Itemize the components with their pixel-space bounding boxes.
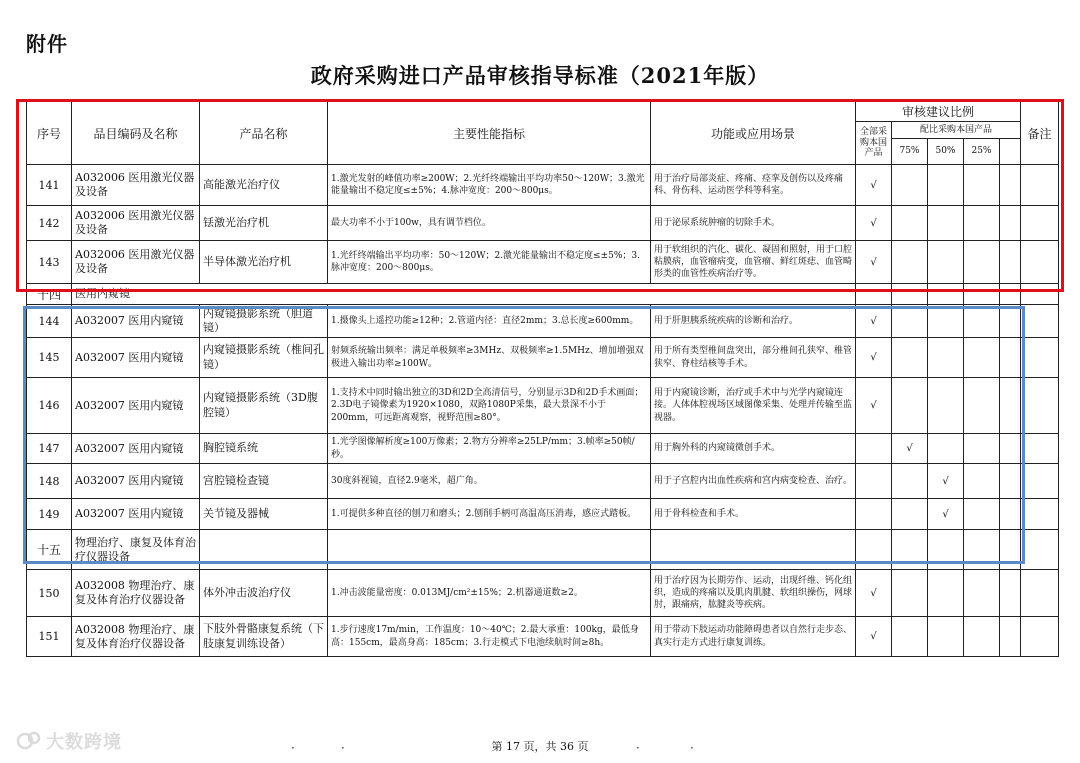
table-row (27, 206, 1059, 241)
watermark (16, 728, 122, 754)
row-remark (1021, 617, 1059, 657)
row-spec: 1.光学图像解析度≥100万像素；2.物方分辨率≥25LP/mm；3.帧率≥50帧/秒。 (328, 434, 651, 464)
row-product-name: 关节镜及器械 (200, 499, 328, 530)
check-mark: √ (856, 206, 892, 241)
ratio-cell (964, 434, 1000, 464)
row-seq: 147 (27, 434, 72, 464)
ratio-cell (892, 464, 928, 499)
row-code: A032006 医用激光仪器及设备 (72, 241, 200, 284)
check-mark: √ (856, 305, 892, 338)
row-code: A032007 医用内窥镜 (72, 378, 200, 434)
col-product-header: 产品名称 (200, 102, 328, 165)
ratio-cell (928, 570, 964, 617)
ratio-cell (1000, 378, 1021, 434)
ratio-cell (892, 305, 928, 338)
check-mark: √ (856, 241, 892, 284)
ratio-cell (1000, 241, 1021, 284)
ratio-cell (964, 570, 1000, 617)
row-spec: 1.步行速度17m/min，工作温度：10～40℃；2.最大承重：100kg，最低身高：155cm，最高身高：185cm；3.行走模式下电池续航时间≥8h。 (328, 617, 651, 657)
row-product-name: 高能激光治疗仪 (200, 165, 328, 206)
section-title: 物理治疗、康复及体育治疗仪器设备 (72, 530, 200, 570)
row-spec: 1.冲击波能量密度：0.013MJ/cm²±15%；2.机器通道数≥2。 (328, 570, 651, 617)
page-footer: 第 17 页，共 36 页 (491, 740, 589, 753)
row-remark (1021, 434, 1059, 464)
ratio-cell (928, 241, 964, 284)
standards-table (26, 101, 1059, 657)
row-code: A032008 物理治疗、康复及体育治疗仪器设备 (72, 617, 200, 657)
col-scenario-header: 功能或应用场景 (651, 102, 856, 165)
ratio-cell (1000, 305, 1021, 338)
row-spec: 30度斜视镜，直径2.9毫米，超广角。 (328, 464, 651, 499)
col-spec-header: 主要性能指标 (328, 102, 651, 165)
ratio-cell (1000, 617, 1021, 657)
row-spec: 1.光纤终端输出平均功率：50～120W；2.激光能量输出不稳定度≤±5%；3.脉冲宽度：200～800μs。 (328, 241, 651, 284)
review-ratio-header: 审核建议比例 (856, 102, 1021, 122)
row-product-name: 内窥镜摄影系统（3D腹腔镜） (200, 378, 328, 434)
section-title: 医用内窥镜 (72, 284, 856, 305)
row-scenario: 用于骨科检查和手术。 (651, 499, 856, 530)
row-scenario: 用于胸外科的内窥镜微创手术。 (651, 434, 856, 464)
ratio-cell (1000, 570, 1021, 617)
row-remark (1021, 378, 1059, 434)
row-code: A032007 医用内窥镜 (72, 434, 200, 464)
row-seq: 151 (27, 617, 72, 657)
ratio-domestic-header: 配比采购本国产品 (892, 122, 1021, 139)
row-scenario: 用于泌尿系统肿瘤的切除手术。 (651, 206, 856, 241)
ratio-cell (1000, 464, 1021, 499)
ratio-cell (1000, 206, 1021, 241)
ratio-cell (928, 305, 964, 338)
ratio-cell (964, 338, 1000, 378)
row-product-name: 铥激光治疗机 (200, 206, 328, 241)
ratio-cell (892, 499, 928, 530)
table-row (27, 499, 1059, 530)
ratio-cell (928, 617, 964, 657)
row-remark (1021, 305, 1059, 338)
row-remark (1021, 570, 1059, 617)
row-scenario: 用于肝胆胰系统疾病的诊断和治疗。 (651, 305, 856, 338)
rows-b (27, 305, 1059, 530)
ratio-cell (928, 378, 964, 434)
check-mark: √ (892, 434, 928, 464)
row-seq: 142 (27, 206, 72, 241)
page-title: 政府采购进口产品审核指导标准（2021年版） (310, 63, 770, 88)
rows-c (27, 570, 1059, 657)
ratio-cell (892, 378, 928, 434)
row-scenario: 用于所有类型椎间盘突出，部分椎间孔狭窄、椎管狭窄、脊柱结核等手术。 (651, 338, 856, 378)
ratio-cell (964, 241, 1000, 284)
check-mark: √ (856, 570, 892, 617)
ratio-cell (1000, 338, 1021, 378)
table-row (27, 434, 1059, 464)
row-spec: 最大功率不小于100w，具有调节档位。 (328, 206, 651, 241)
row-product-name: 下肢外骨骼康复系统（下肢康复训练设备） (200, 617, 328, 657)
table-row (27, 338, 1059, 378)
row-code: A032007 医用内窥镜 (72, 305, 200, 338)
all-domestic-header: 全部采购本国产品 (856, 122, 892, 165)
row-code: A032008 物理治疗、康复及体育治疗仪器设备 (72, 570, 200, 617)
table-row (27, 305, 1059, 338)
watermark-text: 大数跨境 (46, 732, 122, 753)
row-spec: 1.激光发射的峰值功率≥200W；2.光纤终端输出平均功率50～120W；3.激光能量输出不稳定度≤±5%；4.脉冲宽度：200～800μs。 (328, 165, 651, 206)
ratio-cell (964, 617, 1000, 657)
row-spec: 1.可提供多种直径的刨刀和磨头；2.刨削手柄可高温高压消毒，感应式踏板。 (328, 499, 651, 530)
row-code: A032006 医用激光仪器及设备 (72, 165, 200, 206)
check-mark: √ (856, 165, 892, 206)
row-seq: 141 (27, 165, 72, 206)
row-product-name: 内窥镜摄影系统（胆道镜） (200, 305, 328, 338)
ratio-cell (928, 165, 964, 206)
ratio-cell (892, 241, 928, 284)
check-mark: √ (856, 338, 892, 378)
table-row (27, 165, 1059, 206)
row-seq: 143 (27, 241, 72, 284)
check-mark: √ (928, 499, 964, 530)
row-spec: 1.支持术中同时输出独立的3D和2D全高清信号，分别显示3D和2D手术画面；2.3D电子镜像素为1920×1080，双路1080P采集，最大景深不小于200mm，可远距离观察，视野范围≥80°。 (328, 378, 651, 434)
ratio-25-header: 25% (964, 139, 1000, 165)
ratio-cell (964, 378, 1000, 434)
row-scenario: 用于软组织的汽化、碳化、凝固和照射，用于口腔粘膜病，血管瘤病变，血管瘤、鲜红斑痣、血管畸形类的血管性疾病治疗等。 (651, 241, 856, 284)
ratio-cell (892, 165, 928, 206)
check-mark: √ (856, 617, 892, 657)
section-number: 十五 (27, 530, 72, 570)
row-product-name: 内窥镜摄影系统（椎间孔镜） (200, 338, 328, 378)
attachment-label: 附件 (26, 32, 68, 56)
row-spec: 1.摄像头上遥控功能≥12种；2.管道内径：直径2mm；3.总长度≥600mm。 (328, 305, 651, 338)
scan-dot: · (690, 741, 694, 755)
ratio-cell (856, 499, 892, 530)
rows-a (27, 165, 1059, 284)
ratio-cell (964, 206, 1000, 241)
row-remark (1021, 464, 1059, 499)
col-code-header: 品目编码及名称 (72, 102, 200, 165)
row-code: A032007 医用内窥镜 (72, 464, 200, 499)
ratio-cell (964, 464, 1000, 499)
table-row (27, 241, 1059, 284)
row-seq: 148 (27, 464, 72, 499)
row-spec: 射频系统输出频率：满足单极频率≥3MHz、双极频率≥1.5MHz、增加增强双极进入输出功率≥100W。 (328, 338, 651, 378)
row-product-name: 体外冲击波治疗仪 (200, 570, 328, 617)
section-number: 十四 (27, 284, 72, 305)
table-row (27, 617, 1059, 657)
row-product-name: 宫腔镜检查镜 (200, 464, 328, 499)
row-code: A032006 医用激光仪器及设备 (72, 206, 200, 241)
ratio-cell (892, 206, 928, 241)
row-scenario: 用于内窥镜诊断，治疗或手术中与光学内窥镜连接。人体体腔视场区域图像采集、处理并传输至监视器。 (651, 378, 856, 434)
ratio-cell (892, 338, 928, 378)
ratio-cell (892, 617, 928, 657)
row-seq: 144 (27, 305, 72, 338)
ratio-cell (928, 434, 964, 464)
row-remark (1021, 338, 1059, 378)
ratio-cell (964, 499, 1000, 530)
row-scenario: 用于治疗因为长期劳作、运动，出现纤维、钙化组织，造成的疼痛以及肌肉肌腱、软组织操伤，网球肘，跟痛病，肱腱炎等疾病。 (651, 570, 856, 617)
col-seq-header: 序号 (27, 102, 72, 165)
row-seq: 145 (27, 338, 72, 378)
table-row (27, 378, 1059, 434)
table-row (27, 570, 1059, 617)
row-code: A032007 医用内窥镜 (72, 499, 200, 530)
ratio-cell (928, 206, 964, 241)
row-code: A032007 医用内窥镜 (72, 338, 200, 378)
ratio-cell (892, 570, 928, 617)
check-mark: √ (928, 464, 964, 499)
row-remark (1021, 165, 1059, 206)
section-14 (27, 284, 1059, 305)
row-remark (1021, 241, 1059, 284)
row-scenario: 用于子宫腔内出血性疾病和宫内病变检查、治疗。 (651, 464, 856, 499)
ratio-cell (928, 338, 964, 378)
row-scenario: 用于治疗局部炎症、疼痛、痉挛及创伤以及疼痛科、骨伤科、运动医学科等科室。 (651, 165, 856, 206)
row-seq: 150 (27, 570, 72, 617)
check-mark: √ (856, 378, 892, 434)
row-seq: 149 (27, 499, 72, 530)
ratio-50-header: 50% (928, 139, 964, 165)
ratio-cell (856, 434, 892, 464)
row-seq: 146 (27, 378, 72, 434)
ratio-blank-header (1000, 139, 1021, 165)
row-remark (1021, 499, 1059, 530)
scan-dot: · (291, 741, 295, 755)
ratio-cell (964, 305, 1000, 338)
ratio-cell (1000, 434, 1021, 464)
col-remark-header: 备注 (1021, 102, 1059, 165)
ratio-cell (1000, 165, 1021, 206)
ratio-cell (1000, 499, 1021, 530)
table-row (27, 464, 1059, 499)
ratio-cell (856, 464, 892, 499)
scan-dot: · (341, 741, 345, 755)
row-product-name: 半导体激光治疗机 (200, 241, 328, 284)
ratio-75-header: 75% (892, 139, 928, 165)
scan-dot: · (636, 741, 640, 755)
ratio-cell (964, 165, 1000, 206)
section-15 (27, 530, 1059, 570)
row-remark (1021, 206, 1059, 241)
row-scenario: 用于带动下肢运动功能障碍患者以自然行走步态、真实行走方式进行康复训练。 (651, 617, 856, 657)
watermark-logo-icon (16, 730, 42, 752)
row-product-name: 胸腔镜系统 (200, 434, 328, 464)
